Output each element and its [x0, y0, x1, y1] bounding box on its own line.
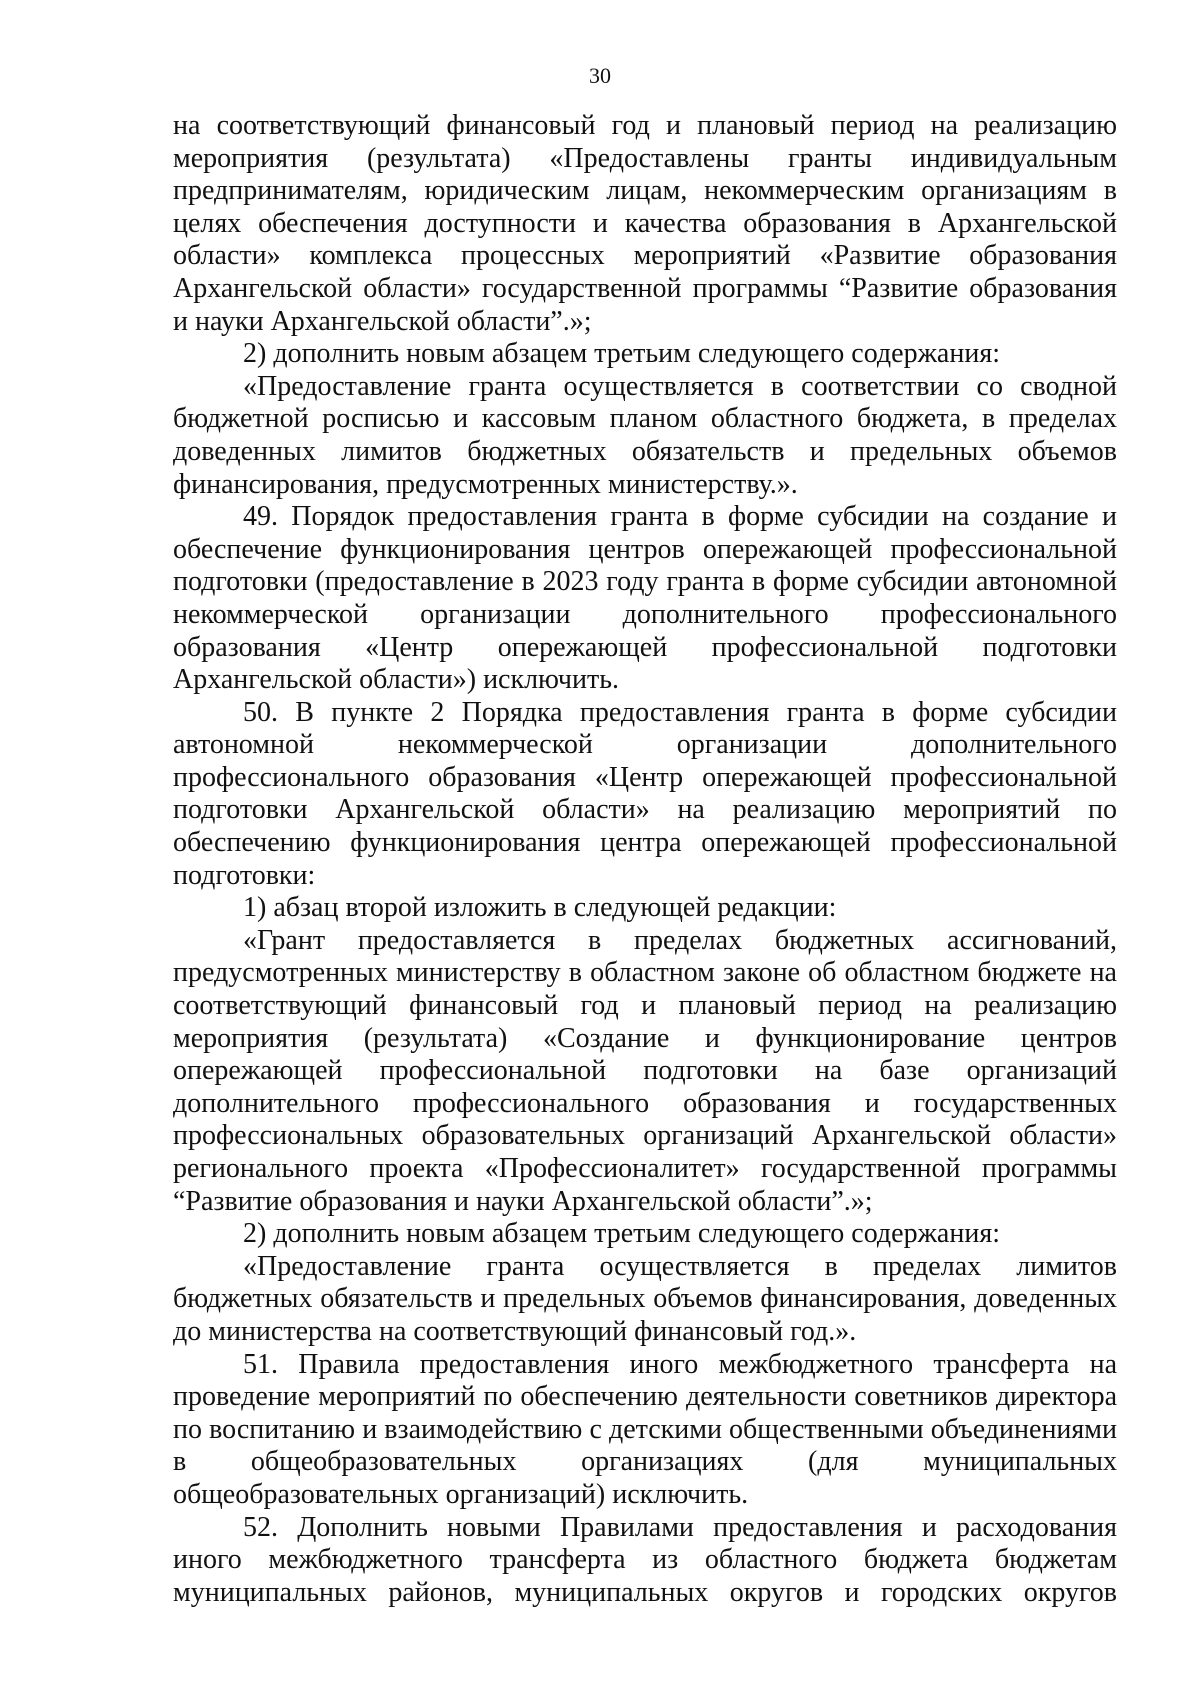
paragraph-item-51: 51. Правила предоставления иного межбюджетного трансферта на проведение мероприятий по обеспечению деятельности советников директора по воспитанию и взаимодействию с детскими общественными объединениями в общеобразовательных организациях (для муниципальных общеобразовательных организаций) исключить.: [173, 1348, 1117, 1510]
paragraph-item-49: 49. Порядок предоставления гранта в форме субсидии на создание и обеспечение функционирования центров опережающей профессиональной подготовки (предоставление в 2023 году гранта в форме субсидии автономной некоммерческой организации дополнительного профессионального образования «Центр опережающей профессиональной подготовки Архангельской области») исключить.: [173, 501, 1117, 696]
paragraph-item-2-add-third: 2) дополнить новым абзацем третьим следующего содержания:: [243, 338, 1000, 370]
paragraph-item-50: 50. В пункте 2 Порядка предоставления гранта в форме субсидии автономной некоммерческой организации дополнительного профессионального образования «Центр опережающей профессиональной подготовки Архангельской области» на реализацию мероприятий по обеспечению функционирования центра опережающей профессиональной подготовки:: [173, 696, 1117, 891]
document-body: [173, 110, 1117, 1609]
paragraph-item-52: 52. Дополнить новыми Правилами предоставления и расходования иного межбюджетного трансферта из областного бюджета бюджетам муниципальных районов, муниципальных округов и городских округов: [173, 1511, 1117, 1608]
paragraph-item-2-add-third-b: 2) дополнить новым абзацем третьим следующего содержания:: [243, 1218, 1000, 1250]
paragraph-quote-grant-financing: «Предоставление гранта осуществляется в пределах лимитов бюджетных обязательств и предельных объемов финансирования, доведенных до министерства на соответствующий финансовый год.».: [173, 1250, 1117, 1347]
paragraph-item-1-second: 1) абзац второй изложить в следующей редакции:: [243, 892, 837, 924]
paragraph-continuation: на соответствующий финансовый год и плановый период на реализацию мероприятия (результата) «Предоставлены гранты индивидуальным предпринимателям, юридическим лицам, некоммерческим организациям в целях обеспечения доступности и качества образования в Архангельской области» комплекса процессных мероприятий «Развитие образования Архангельской области» государственной программы “Развитие образования и науки Архангельской области”.»;: [173, 110, 1117, 337]
paragraph-quote-grant-limits: «Грант предоставляется в пределах бюджетных ассигнований, предусмотренных министерству в областном законе об областном бюджете на соответствующий финансовый год и плановый период на реализацию мероприятия (результата) «Создание и функционирование центров опережающей профессиональной подготовки на базе организаций дополнительного профессионального образования и государственных профессиональных образовательных организаций Архангельской области» регионального проекта «Профессионалитет» государственной программы “Развитие образования и науки Архангельской области”.»;: [173, 924, 1117, 1217]
paragraph-quote-grant-provision: «Предоставление гранта осуществляется в соответствии со сводной бюджетной росписью и кассовым планом областного бюджета, в пределах доведенных лимитов бюджетных обязательств и предельных объемов финансирования, предусмотренных министерству.».: [173, 370, 1117, 500]
page-number: 30: [589, 63, 611, 88]
